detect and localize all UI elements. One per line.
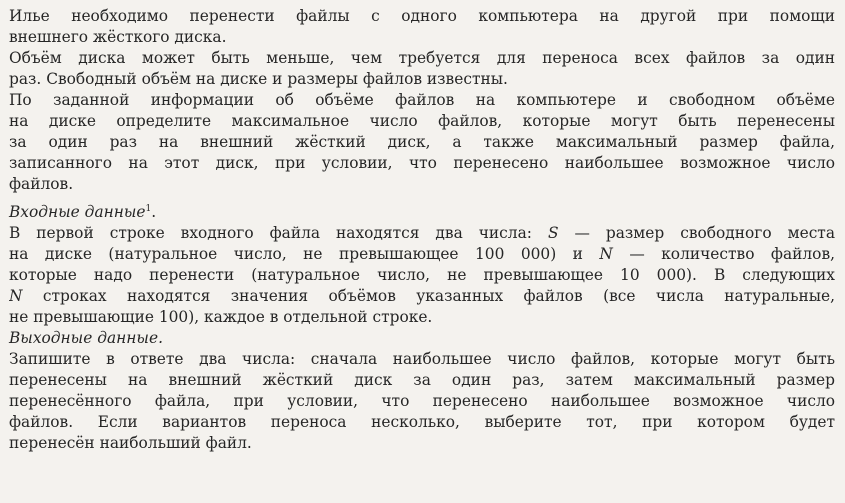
text-line: раз. Свободный объём на диске и размеры файлов известны. <box>9 70 508 88</box>
heading-period: . <box>151 203 157 221</box>
text-line: перенесены на внешний жёсткий диск за один раз, затем максимальный размер <box>9 371 835 389</box>
text-line: Запишите в ответе два числа: сначала наибольшее число файлов, которые могут быть <box>9 350 835 368</box>
text-line: файлов. Если вариантов переноса несколько, выберите тот, при котором будет <box>9 413 835 431</box>
problem-text <box>9 6 835 454</box>
text-line: Объём диска может быть меньше, чем требуется для переноса всех файлов за один <box>9 49 835 67</box>
text-line <box>9 286 835 307</box>
text-line: По заданной информации об объёме файлов на компьютере и свободном объёме <box>9 91 835 109</box>
text-line: перенесён наибольший файл. <box>9 434 252 452</box>
text-line: внешнего жёсткого диска. <box>9 28 227 46</box>
text-span: на диске (натуральное число, не превышающее 100 000) и <box>9 245 600 263</box>
output-data-heading: Выходные данные. <box>9 329 163 347</box>
variable-n: N <box>599 245 613 263</box>
text-line: не превышающие 100), каждое в отдельной строке. <box>9 308 433 326</box>
text-span: строках находятся значения объёмов указанных файлов (все числа натуральные, <box>22 287 835 305</box>
text-span: В первой строке входного файла находятся два числа: <box>9 224 548 242</box>
text-span: — размер свободного места <box>558 224 835 242</box>
text-line: за один раз на внешний жёсткий диск, а также максимальный размер файла, <box>9 133 835 151</box>
text-line: файлов. <box>9 175 74 193</box>
text-line: Илье необходимо перенести файлы с одного компьютера на другой при помощи <box>9 7 835 25</box>
text-line <box>9 244 835 265</box>
text-line <box>9 223 835 244</box>
footnote-mark: 1 <box>145 203 152 214</box>
text-line: которые надо перенести (натуральное число, не превышающее 10 000). В следующих <box>9 266 835 284</box>
text-line: на диске определите максимальное число файлов, которые могут быть перенесены <box>9 112 835 130</box>
input-heading-text: Входные данные <box>9 203 146 221</box>
text-line: перенесённого файла, при условии, что перенесено наибольшее возможное число <box>9 392 835 410</box>
text-span: — количество файлов, <box>612 245 835 263</box>
variable-s: S <box>547 224 559 242</box>
text-line: записанного на этот диск, при условии, что перенесено наибольшее возможное число <box>9 154 835 172</box>
input-data-heading <box>9 202 835 223</box>
variable-n: N <box>9 287 23 305</box>
